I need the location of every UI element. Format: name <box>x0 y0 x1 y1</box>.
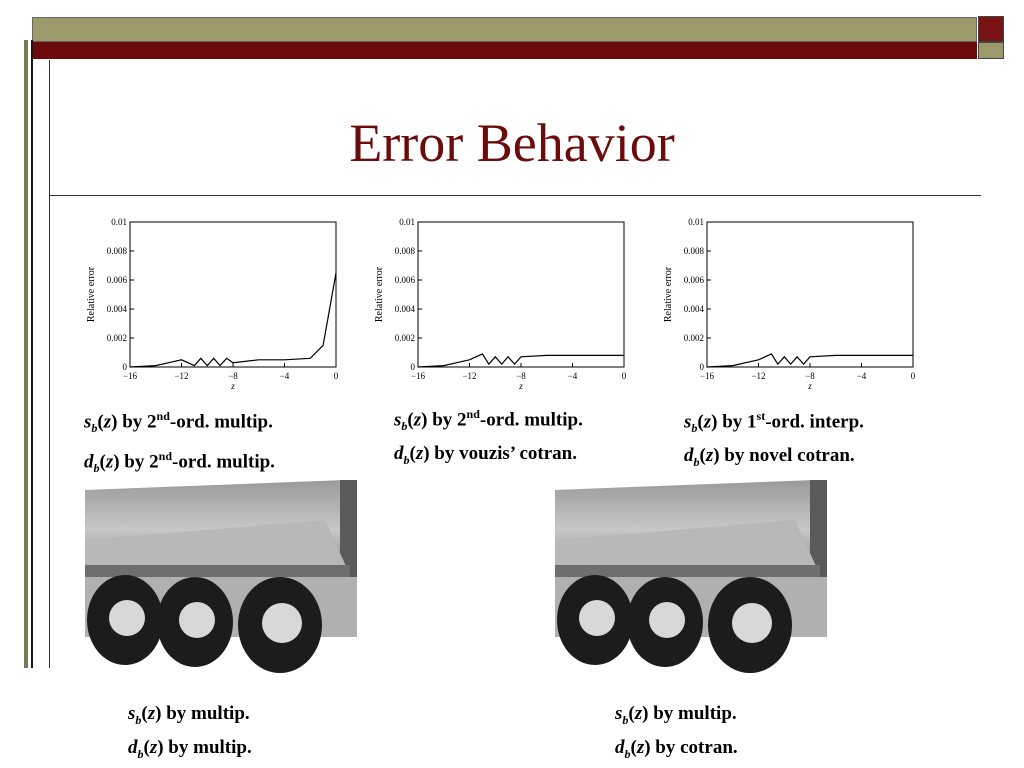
x-tick-label: −8 <box>805 371 815 381</box>
header-bar-maroon <box>32 42 977 59</box>
x-tick-label: −12 <box>174 371 189 381</box>
y-tick-label: 0.01 <box>111 217 127 227</box>
caption-render-right <box>615 700 738 768</box>
y-tick-label: 0 <box>699 362 704 372</box>
chart-svg <box>652 212 942 397</box>
x-tick-label: −16 <box>699 371 715 381</box>
x-tick-label: −12 <box>751 371 766 381</box>
x-tick-label: 0 <box>333 371 339 381</box>
caption-line-s: $s_b(z)$ by 2nd-ord. multip. <box>394 407 583 434</box>
caption-line-d: $d_b(z)$ by multip. <box>128 736 252 761</box>
caption-line-d: $d_b(z)$ by novel cotran. <box>684 445 855 469</box>
y-tick-label: 0 <box>122 362 127 372</box>
x-axis-label: z <box>519 381 523 391</box>
x-tick-label: 0 <box>621 371 627 381</box>
truck-render-right <box>555 480 827 680</box>
error-plot-2 <box>363 212 653 402</box>
chart-svg <box>363 212 653 397</box>
y-axis-label: Relative error <box>663 266 674 323</box>
caption-line-s: $s_b(z)$ by 1st-ord. interp. <box>684 409 864 436</box>
corner-square-maroon <box>978 16 1004 42</box>
title-underline <box>50 195 981 196</box>
error-plot-1 <box>75 212 365 402</box>
y-tick-label: 0.002 <box>106 333 127 343</box>
y-axis-label: Relative error <box>374 266 385 323</box>
corner-square-olive <box>978 42 1004 59</box>
y-tick-label: 0.008 <box>394 246 415 256</box>
x-tick-label: −16 <box>410 371 426 381</box>
plot-frame <box>418 222 624 367</box>
caption-plot-1 <box>84 402 275 482</box>
y-tick-label: 0.004 <box>394 304 415 314</box>
caption-line-s: $s_b(z)$ by multip. <box>615 703 737 727</box>
truck-render-left <box>85 480 357 680</box>
y-tick-label: 0.008 <box>106 246 127 256</box>
y-tick-label: 0.008 <box>683 246 704 256</box>
x-tick-label: −8 <box>228 371 238 381</box>
caption-plot-3 <box>684 402 864 476</box>
y-tick-label: 0.002 <box>394 333 415 343</box>
caption-line-d: $d_b(z)$ by cotran. <box>615 736 738 761</box>
x-tick-label: 0 <box>910 371 916 381</box>
caption-render-left <box>128 700 252 768</box>
y-tick-label: 0.006 <box>394 275 415 285</box>
header-bar-olive <box>32 17 977 42</box>
x-axis-label: z <box>808 381 812 391</box>
x-tick-label: −8 <box>516 371 526 381</box>
y-axis-label: Relative error <box>86 266 97 323</box>
y-tick-label: 0.01 <box>399 217 415 227</box>
y-tick-label: 0 <box>410 362 415 372</box>
y-tick-label: 0.01 <box>688 217 704 227</box>
plot-frame <box>130 222 336 367</box>
plot-frame <box>707 222 913 367</box>
caption-line-s: $s_b(z)$ by multip. <box>128 703 250 727</box>
x-tick-label: −4 <box>856 371 867 381</box>
x-axis-label: z <box>231 381 235 391</box>
x-tick-label: −4 <box>567 371 578 381</box>
y-tick-label: 0.006 <box>106 275 127 285</box>
y-tick-label: 0.002 <box>683 333 704 343</box>
y-tick-label: 0.004 <box>683 304 704 314</box>
error-plot-3 <box>652 212 942 402</box>
caption-line-s: $s_b(z)$ by 2nd-ord. multip. <box>84 409 273 436</box>
x-tick-label: −4 <box>279 371 290 381</box>
caption-plot-2 <box>394 400 583 474</box>
chart-svg <box>75 212 365 397</box>
y-tick-label: 0.006 <box>683 275 704 285</box>
caption-line-d: $d_b(z)$ by 2nd-ord. multip. <box>84 449 275 476</box>
x-tick-label: −12 <box>462 371 477 381</box>
slide-title: Error Behavior <box>349 113 675 173</box>
y-tick-label: 0.004 <box>106 304 127 314</box>
caption-line-d: $d_b(z)$ by vouzis’ cotran. <box>394 443 577 467</box>
x-tick-label: −16 <box>122 371 138 381</box>
